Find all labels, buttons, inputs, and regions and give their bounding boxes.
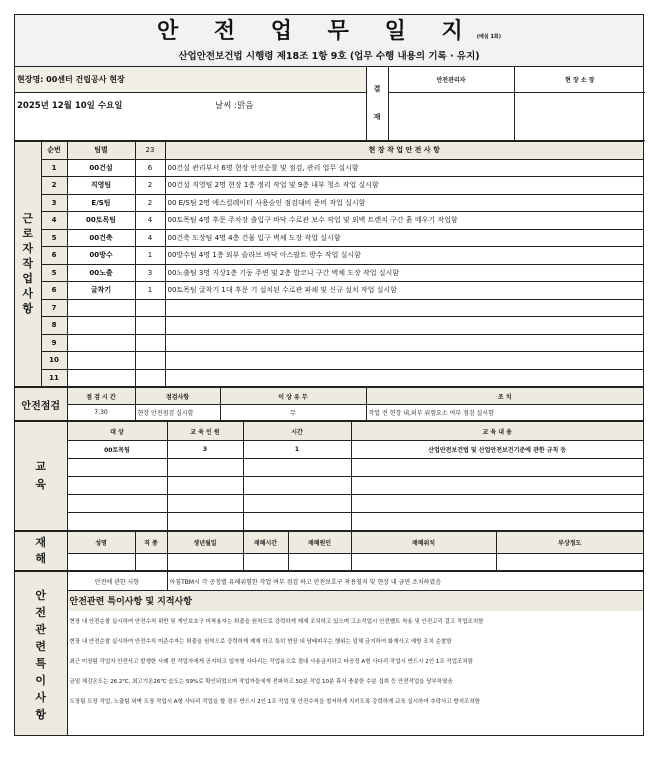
safety-work-log — [14, 14, 644, 736]
edu-attendees[interactable] — [167, 459, 243, 477]
row-count[interactable]: 2 — [135, 177, 165, 195]
row-desc[interactable]: 00 E/S팀 2명 에스컬레이터 사용승인 점검대비 준비 작업 실시함 — [165, 194, 643, 212]
label-char: 관 — [35, 623, 47, 637]
notes-table — [15, 571, 643, 735]
label-char: 로 — [22, 227, 34, 241]
row-no: 4 — [41, 212, 67, 230]
safety-matters-label: 안전에 관한 사항 — [67, 572, 167, 591]
row-team[interactable]: 직영팀 — [67, 177, 135, 195]
note-item[interactable]: 최근 미장팀 작업자 안전사고 발생한 사례 전 작업자에게 공지하고 일자형 사다리는 작업용으로 절대 사용금지하고 타공정 A형 사다리 작업시 반드시 2인 1조 작업조치함 — [69, 658, 473, 665]
edu-target[interactable] — [67, 513, 167, 531]
work-row — [15, 352, 643, 370]
acc-injury[interactable] — [496, 554, 643, 571]
row-team[interactable]: 00건축 — [67, 229, 135, 247]
approval-char-1: 결 — [373, 85, 381, 94]
approver-safety-manager: 안전관리자 — [388, 67, 514, 92]
inspection-time[interactable]: 7:30 — [67, 405, 135, 421]
edu-content[interactable]: 산업안전보건법 및 산업안전보건기준에 관한 규칙 등 — [351, 441, 643, 459]
row-no: 3 — [41, 194, 67, 212]
row-team[interactable]: 00토목팀 — [67, 212, 135, 230]
edu-content[interactable] — [351, 513, 643, 531]
row-no: 10 — [41, 352, 67, 370]
row-desc[interactable]: 00토목팀 4명 후문 주차장 출입구 바닥 수로관 보수 작업 및 외벽 트렌치 구간 흙 메우기 작업함 — [165, 212, 643, 230]
accident-table — [15, 531, 643, 571]
site-info-table — [15, 67, 645, 141]
col-header-birthdate: 생년월일 — [167, 532, 243, 554]
row-count[interactable] — [135, 369, 165, 387]
row-no: 5 — [41, 229, 67, 247]
row-count[interactable] — [135, 317, 165, 335]
col-header-name: 성명 — [67, 532, 135, 554]
edu-hours[interactable] — [243, 513, 351, 531]
label-char: 교 — [35, 460, 47, 473]
edu-content[interactable] — [351, 459, 643, 477]
education-row — [15, 441, 643, 459]
col-header-team: 팀별 — [67, 141, 135, 159]
row-no: 1 — [41, 159, 67, 177]
note-item[interactable]: 현장 내 안전순찰 실시하여 안전수칙 위반 및 개인보호구 미착용자는 퇴출을 원칙으로 강력하게 제재 조치하고 있으며 고소작업시 안전벨트 착용 및 안전고리 걸고 작업조치함 — [69, 618, 484, 625]
row-desc[interactable]: 00건축 도장팀 4명 4층 건물 입구 벽체 도장 작업 실시함 — [165, 229, 643, 247]
work-row — [15, 247, 643, 265]
label-char: 해 — [35, 552, 47, 565]
row-desc[interactable] — [165, 299, 643, 317]
education-row — [15, 459, 643, 477]
row-count[interactable] — [135, 299, 165, 317]
document-title — [15, 15, 643, 50]
row-no: 9 — [41, 334, 67, 352]
row-no: 11 — [41, 369, 67, 387]
col-header-count: 23 — [135, 141, 165, 159]
approver-site-director: 현 장 소 장 — [514, 67, 645, 92]
note-item[interactable]: 금일 체감온도는 26.2℃, 최고기온26℃ 습도는 59%로 확인되었으며 작업자들에게 전파하고 50분 작업 10분 휴식 충분한 수분 섭취 등 안전작업을 당부하였음 — [69, 678, 453, 685]
row-team[interactable] — [67, 369, 135, 387]
edu-target[interactable] — [67, 495, 167, 513]
label-char: 사 — [35, 691, 47, 705]
row-count[interactable]: 6 — [135, 159, 165, 177]
accident-row — [15, 554, 643, 571]
acc-job[interactable] — [135, 554, 167, 571]
work-row — [15, 229, 643, 247]
approval-char-2: 재 — [373, 113, 381, 122]
col-header-target: 대 상 — [67, 422, 167, 441]
work-row — [15, 194, 643, 212]
label-char: 항 — [22, 302, 34, 316]
note-item[interactable]: 도장팀 도장 작업, 노출팀 외벽 도장 작업시 A형 사다리 작업을 할 경우 반드시 2인 1조 작업 및 안전수칙을 철저하게 지키도록 강력하게 교육 실시하여 추락사고 방지조치함 — [69, 698, 480, 705]
row-desc[interactable]: 00건설 직영팀 2명 현장 1층 정리 작업 및 9층 내부 청소 작업 실시함 — [165, 177, 643, 195]
col-header-item: 점검사항 — [135, 388, 220, 405]
education-table — [15, 421, 643, 531]
row-team[interactable] — [67, 352, 135, 370]
notes-heading: 안전관련 특이사항 및 지적사항 — [67, 591, 643, 611]
col-header-content: 교 육 내 용 — [351, 422, 643, 441]
row-team[interactable] — [67, 317, 135, 335]
notes-section-label — [15, 572, 67, 735]
education-row — [15, 513, 643, 531]
label-char: 전 — [35, 606, 47, 620]
row-count[interactable]: 4 — [135, 229, 165, 247]
row-count[interactable]: 4 — [135, 212, 165, 230]
label-char: 사 — [22, 287, 34, 301]
row-no: 7 — [41, 299, 67, 317]
col-header-location: 재해위치 — [351, 532, 496, 554]
work-row — [15, 177, 643, 195]
work-row — [15, 282, 643, 300]
work-row — [15, 317, 643, 335]
edu-content[interactable] — [351, 495, 643, 513]
row-no: 8 — [41, 317, 67, 335]
row-team[interactable]: 00노출 — [67, 264, 135, 282]
inspection-abnormal[interactable]: 무 — [220, 405, 366, 421]
row-desc[interactable]: 00토목팀 굴착기 1대 후문 기 설치된 수로관 파쇄 및 신규 설치 작업 실시함 — [165, 282, 643, 300]
row-desc[interactable]: 00노출팀 3명 지상1층 기둥 주변 및 2층 발코니 구간 벽체 도장 작업 실시함 — [165, 264, 643, 282]
row-count[interactable]: 1 — [135, 247, 165, 265]
row-team[interactable]: 00방수 — [67, 247, 135, 265]
weather: 날씨 :맑음 — [215, 100, 254, 111]
title-note: (배실 1회) — [476, 34, 502, 40]
label-char: 근 — [22, 212, 34, 226]
education-row — [15, 477, 643, 495]
row-desc[interactable]: 00건설 관리부서 6명 현장 안전순찰 및 점검, 관리 업무 실시함 — [165, 159, 643, 177]
acc-location[interactable] — [351, 554, 496, 571]
row-desc[interactable] — [165, 334, 643, 352]
education-section-label — [15, 422, 67, 531]
acc-time[interactable] — [243, 554, 288, 571]
row-count[interactable]: 3 — [135, 264, 165, 282]
acc-name[interactable] — [67, 554, 135, 571]
label-char: 자 — [22, 242, 34, 256]
label-char: 항 — [35, 708, 47, 722]
work-row — [15, 264, 643, 282]
row-team[interactable] — [67, 334, 135, 352]
row-desc[interactable] — [165, 369, 643, 387]
work-row — [15, 159, 643, 177]
edu-hours[interactable]: 1 — [243, 441, 351, 459]
title-text: 안 전 업 무 일 지 — [156, 19, 477, 44]
site-name: 현장명: 00센터 건립공사 현장 — [15, 67, 366, 92]
col-header-desc: 현 장 작 업 안 전 사 항 — [165, 141, 643, 159]
row-team[interactable]: 00건설 — [67, 159, 135, 177]
row-no: 6 — [41, 247, 67, 265]
inspection-action[interactable]: 작업 전 현장 내,외부 위험요소 여부 점검 실시함 — [366, 405, 643, 421]
edu-hours[interactable] — [243, 495, 351, 513]
row-team[interactable] — [67, 299, 135, 317]
label-char: 특 — [35, 657, 47, 671]
safety-matters-text[interactable]: 아침TBM시 각 공정별 유해위험한 작업 여부 점검 하고 안전보호구 착용철저 및 현장 내 금연 조치하였음 — [167, 572, 643, 591]
row-count[interactable]: 1 — [135, 282, 165, 300]
col-header-injury: 부상정도 — [496, 532, 643, 554]
edu-hours[interactable] — [243, 477, 351, 495]
label-char: 련 — [35, 640, 47, 654]
row-count[interactable]: 2 — [135, 194, 165, 212]
work-row — [15, 212, 643, 230]
col-header-attendees: 교 육 인 원 — [167, 422, 243, 441]
log-date: 2025년 12월 10일 수요일 — [17, 100, 123, 111]
label-char: 안 — [35, 589, 47, 603]
inspection-section-label: 안전점검 — [15, 388, 67, 421]
note-item[interactable]: 현장 내 안전순찰 실시하여 안전수칙 미준수자는 퇴출을 원칙으로 강력하게 제재 하고 특히 현장 내 담배피우는 행위는 일체 금지하여 화재사고 예방 조치 순찰함 — [69, 638, 452, 645]
date-weather-cell — [15, 92, 366, 140]
col-header-abnormal: 이 상 유 무 — [220, 388, 366, 405]
row-count[interactable] — [135, 334, 165, 352]
label-char: 재 — [35, 536, 47, 549]
col-header-action: 조 치 — [366, 388, 643, 405]
work-row — [15, 334, 643, 352]
row-no: 5 — [41, 264, 67, 282]
label-char: 업 — [22, 272, 34, 286]
acc-birthdate[interactable] — [167, 554, 243, 571]
work-table — [15, 141, 643, 388]
edu-target[interactable] — [67, 459, 167, 477]
edu-target[interactable]: 00토목팀 — [67, 441, 167, 459]
edu-attendees[interactable] — [167, 495, 243, 513]
edu-hours[interactable] — [243, 459, 351, 477]
row-desc[interactable] — [165, 317, 643, 335]
inspection-table — [15, 387, 643, 421]
work-row — [15, 369, 643, 387]
col-header-job: 직 종 — [135, 532, 167, 554]
col-header-no: 순번 — [41, 141, 67, 159]
inspection-item[interactable]: 현장 안전점검 실시함 — [135, 405, 220, 421]
row-no: 2 — [41, 177, 67, 195]
label-char: 이 — [35, 674, 47, 688]
col-header-cause: 재해원인 — [288, 532, 351, 554]
notes-blank — [67, 711, 643, 735]
edu-content[interactable] — [351, 477, 643, 495]
row-desc[interactable]: 00방수팀 4명 1층 외부 슬라브 바닥 아스팔트 방수 작업 실시함 — [165, 247, 643, 265]
work-row — [15, 299, 643, 317]
sign-safety-manager[interactable] — [388, 92, 514, 140]
accident-section-label — [15, 532, 67, 571]
document-header — [15, 15, 643, 67]
row-count[interactable] — [135, 352, 165, 370]
row-team[interactable]: E/S팀 — [67, 194, 135, 212]
row-desc[interactable] — [165, 352, 643, 370]
col-header-hours: 시간 — [243, 422, 351, 441]
label-char: 작 — [22, 257, 34, 271]
edu-attendees[interactable]: 3 — [167, 441, 243, 459]
edu-attendees[interactable] — [167, 513, 243, 531]
row-team[interactable]: 굴착기 — [67, 282, 135, 300]
sign-site-director[interactable] — [514, 92, 645, 140]
education-row — [15, 495, 643, 513]
row-no: 6 — [41, 282, 67, 300]
approval-label — [366, 67, 388, 140]
edu-target[interactable] — [67, 477, 167, 495]
work-section-label — [15, 141, 41, 387]
edu-attendees[interactable] — [167, 477, 243, 495]
acc-cause[interactable] — [288, 554, 351, 571]
label-char: 육 — [35, 478, 47, 491]
col-header-accident-time: 재해시간 — [243, 532, 288, 554]
col-header-time: 점 검 시 간 — [67, 388, 135, 405]
document-subtitle: 산업안전보건법 시행령 제18조 1항 9호 (업무 수행 내용의 기록 · 유지) — [178, 51, 480, 62]
